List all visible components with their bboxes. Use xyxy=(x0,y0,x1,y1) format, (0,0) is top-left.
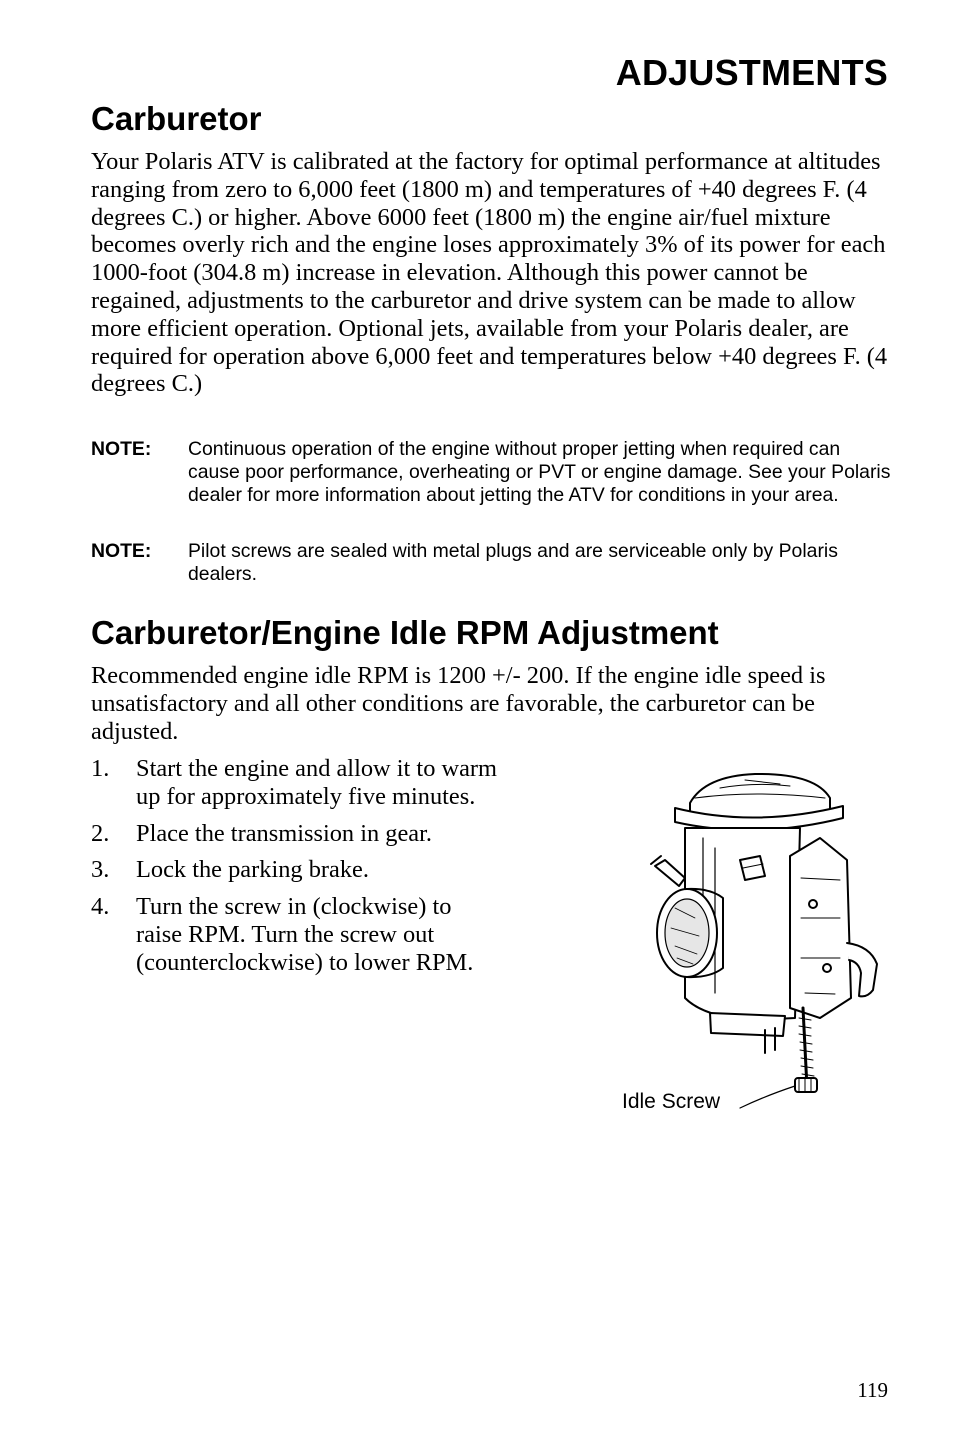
note-label: NOTE: xyxy=(91,438,152,460)
idle-adjustment-heading: Carburetor/Engine Idle RPM Adjustment xyxy=(91,614,719,651)
step-item xyxy=(91,820,501,848)
step-number: 4. xyxy=(91,893,110,921)
note-pilot-screws xyxy=(91,540,891,586)
note-label: NOTE: xyxy=(91,540,152,562)
step-number: 1. xyxy=(91,755,110,782)
carburetor-illustration xyxy=(615,768,895,1128)
page-number: 119 xyxy=(857,1378,888,1402)
note-text: Continuous operation of the engine without proper jetting when required can cause poor performance, overheating or PVT or engine damage. See your Polaris dealer for more information about jetting the ATV for conditions in your area. xyxy=(188,438,891,506)
step-number: 3. xyxy=(91,856,110,884)
step-item xyxy=(91,856,501,884)
carburetor-paragraph: Your Polaris ATV is calibrated at the factory for optimal performance at altitudes ranging from zero to 6,000 feet (1800 m) and temperatures of +40 degrees F. (4 degrees C.) or higher. Above 6000 feet (1800 m) the engine air/fuel mixture becomes overly rich and the engine loses approximately 3% of its power for each 1000-foot (304.8 m) increase in elevation. Although this power cannot be regained, adjustments to the carburetor and drive system can be made to allow more efficient operation. Optional jets, available from your Polaris dealer, are required for operation above 6,000 feet and temperatures below +40 degrees F. (4 degrees C.) xyxy=(91,148,888,398)
idle-screw-callout: Idle Screw xyxy=(622,1090,721,1113)
section-header: ADJUSTMENTS xyxy=(615,52,888,93)
step-text: Start the engine and allow it to warm up for approximately five minutes. xyxy=(136,755,498,810)
step-item xyxy=(91,893,501,976)
adjustment-steps xyxy=(91,755,501,986)
note-jetting xyxy=(91,438,891,507)
step-number: 2. xyxy=(91,819,110,847)
idle-intro-paragraph: Recommended engine idle RPM is 1200 +/- 200. If the engine idle speed is unsatisfactory and all other conditions are favorable, the carburetor can be adjusted. xyxy=(91,662,826,745)
step-text: Turn the screw in (clockwise) to raise RPM. Turn the screw out (counterclockwise) to lower RPM. xyxy=(136,893,474,976)
carburetor-heading: Carburetor xyxy=(91,100,262,137)
note-text: Pilot screws are sealed with metal plugs and are serviceable only by Polaris dealers. xyxy=(188,540,838,585)
step-text: Place the transmission in gear. xyxy=(136,819,433,847)
step-item xyxy=(91,755,501,811)
step-text: Lock the parking brake. xyxy=(136,856,369,884)
carburetor-drawing xyxy=(615,768,895,1128)
